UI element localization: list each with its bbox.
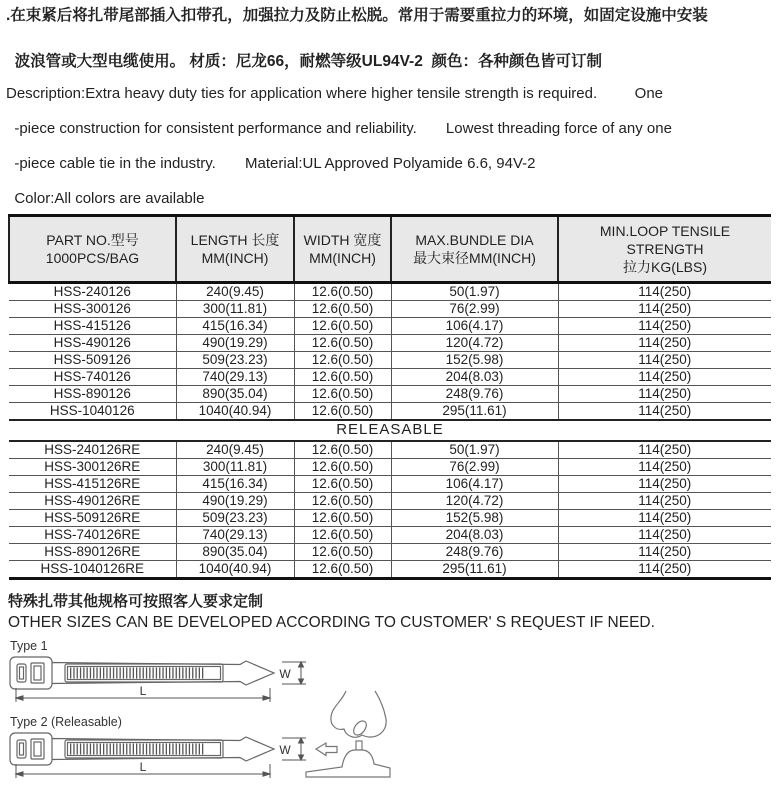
table-cell: HSS-415126RE [9, 475, 176, 492]
table-cell: 240(9.45) [176, 441, 294, 459]
table-cell: 740(29.13) [176, 526, 294, 543]
header-line: 最大束径MM(INCH) [413, 249, 536, 266]
table-cell: 50(1.97) [391, 282, 558, 300]
table-cell: HSS-415126 [9, 317, 176, 334]
table-cell: 114(250) [558, 368, 771, 385]
table-cell: 12.6(0.50) [294, 475, 391, 492]
table-cell: 1040(40.94) [176, 560, 294, 578]
table-cell: 12.6(0.50) [294, 560, 391, 578]
spec-table-releasable-body [9, 441, 771, 579]
table-cell: 509(23.23) [176, 351, 294, 368]
table-cell: 248(9.76) [391, 385, 558, 402]
spec-table-standard-body [9, 282, 771, 420]
table-cell: 114(250) [558, 441, 771, 459]
table-cell: 415(16.34) [176, 317, 294, 334]
spec-table-section-row [9, 420, 771, 441]
table-cell: 300(11.81) [176, 458, 294, 475]
table-row-standard [9, 385, 771, 402]
table-cell: 120(4.72) [391, 492, 558, 509]
table-cell: 114(250) [558, 402, 771, 420]
table-cell: 50(1.97) [391, 441, 558, 459]
table-cell: 152(5.98) [391, 351, 558, 368]
table-row-releasable [9, 458, 771, 475]
table-cell: 12.6(0.50) [294, 543, 391, 560]
table-cell: 490(19.29) [176, 334, 294, 351]
type2-cable-tie-drawing [8, 730, 308, 780]
length-dimension-label: L [139, 683, 147, 698]
description-line4: Color:All colors are available [14, 190, 205, 207]
table-row-releasable [9, 475, 771, 492]
length-dimension-label: L [139, 759, 147, 774]
spec-table [8, 214, 771, 580]
table-cell: HSS-740126 [9, 368, 176, 385]
table-cell: 890(35.04) [176, 543, 294, 560]
description-line3: -piece cable tie in the industry. Material:UL Approved Polyamide 6.6, 94V-2 [14, 155, 536, 172]
col-header-width [294, 215, 391, 282]
table-cell: 204(8.03) [391, 526, 558, 543]
type2-diagram [8, 715, 308, 780]
table-row-standard [9, 300, 771, 317]
spec-table-header [9, 215, 771, 282]
table-row-standard [9, 282, 771, 300]
table-cell: 248(9.76) [391, 543, 558, 560]
table-cell: HSS-490126RE [9, 492, 176, 509]
table-cell: 114(250) [558, 526, 771, 543]
table-cell: HSS-509126 [9, 351, 176, 368]
header-line: MIN.LOOP TENSILE [599, 222, 731, 239]
col-header-partno [9, 215, 176, 282]
table-cell: HSS-300126RE [9, 458, 176, 475]
diagrams-section [0, 637, 778, 785]
table-cell: 114(250) [558, 509, 771, 526]
table-cell: 12.6(0.50) [294, 509, 391, 526]
table-cell: HSS-240126 [9, 282, 176, 300]
table-cell: HSS-240126RE [9, 441, 176, 459]
table-cell: 204(8.03) [391, 368, 558, 385]
table-cell: 114(250) [558, 543, 771, 560]
table-cell: 114(250) [558, 492, 771, 509]
table-row-standard [9, 351, 771, 368]
table-cell: HSS-300126 [9, 300, 176, 317]
table-row-releasable [9, 492, 771, 509]
col-header-bundle-dia [391, 215, 558, 282]
table-cell: HSS-890126RE [9, 543, 176, 560]
table-cell: 106(4.17) [391, 317, 558, 334]
header-line: 拉力KG(LBS) [622, 258, 707, 275]
header-row [9, 215, 771, 282]
table-cell: 12.6(0.50) [294, 492, 391, 509]
intro-cn-line1: .在束紧后将扎带尾部插入扣带孔，加强拉力及防止松脱。常用于需要重拉力的环境，如固定设施中安装 [6, 7, 708, 24]
table-cell: 12.6(0.50) [294, 402, 391, 420]
table-cell: 12.6(0.50) [294, 334, 391, 351]
header-line: MAX.BUNDLE DIA [415, 231, 534, 248]
table-cell: 76(2.99) [391, 300, 558, 317]
header-line: LENGTH 长度 [190, 231, 280, 248]
col-header-tensile [558, 215, 771, 282]
table-cell: HSS-740126RE [9, 526, 176, 543]
table-row-standard [9, 402, 771, 420]
release-head [306, 750, 390, 777]
table-cell: 114(250) [558, 282, 771, 300]
description-text [6, 85, 778, 208]
table-cell: 509(23.23) [176, 509, 294, 526]
type1-label: Type 1 [10, 638, 48, 653]
table-cell: 300(11.81) [176, 300, 294, 317]
table-cell: 12.6(0.50) [294, 441, 391, 459]
table-cell: 295(11.61) [391, 560, 558, 578]
table-row-standard [9, 317, 771, 334]
table-cell: 12.6(0.50) [294, 300, 391, 317]
table-cell: 12.6(0.50) [294, 282, 391, 300]
release-arrow-icon [316, 743, 337, 756]
table-cell: 890(35.04) [176, 385, 294, 402]
table-row-releasable [9, 526, 771, 543]
type1-cable-tie-drawing [8, 654, 308, 704]
header-line: 1000PCS/BAG [45, 249, 140, 266]
table-cell: 740(29.13) [176, 368, 294, 385]
table-cell: 12.6(0.50) [294, 526, 391, 543]
table-cell: 152(5.98) [391, 509, 558, 526]
description-line2: -piece construction for consistent performance and reliability. Lowest threading force of any one [14, 120, 672, 137]
table-cell: 114(250) [558, 385, 771, 402]
table-cell: 12.6(0.50) [294, 458, 391, 475]
table-cell: HSS-490126 [9, 334, 176, 351]
table-cell: 114(250) [558, 317, 771, 334]
header-line: PART NO.型号 [46, 231, 139, 248]
table-cell: 114(250) [558, 458, 771, 475]
table-cell: HSS-509126RE [9, 509, 176, 526]
table-cell: 120(4.72) [391, 334, 558, 351]
intro-cn-line2: 波浪管或大型电缆使用。 材质：尼龙66，耐燃等级UL94V-2 颜色：各种颜色皆可订制 [14, 53, 602, 70]
datasheet-page [0, 4, 778, 774]
table-cell: 12.6(0.50) [294, 385, 391, 402]
table-cell: 490(19.29) [176, 492, 294, 509]
table-cell: 415(16.34) [176, 475, 294, 492]
table-cell: 12.6(0.50) [294, 317, 391, 334]
width-dimension-label: W [279, 666, 291, 681]
footer-chinese-note: 特殊扎带其他规格可按照客人要求定制 [8, 592, 264, 610]
release-hand-illustration [300, 691, 450, 781]
table-row-releasable [9, 560, 771, 578]
table-row-releasable [9, 543, 771, 560]
table-cell: 106(4.17) [391, 475, 558, 492]
release-tab [356, 741, 362, 750]
header-line: MM(INCH) [201, 249, 269, 266]
footer-english-note: OTHER SIZES CAN BE DEVELOPED ACCORDING TO CUSTOMER' S REQUEST IF NEED. [8, 613, 655, 631]
table-row-releasable [9, 509, 771, 526]
table-cell: 114(250) [558, 560, 771, 578]
table-cell: 114(250) [558, 351, 771, 368]
table-cell: 240(9.45) [176, 282, 294, 300]
width-dimension-label: W [279, 742, 291, 757]
table-row-standard [9, 334, 771, 351]
header-line: WIDTH 宽度 [303, 231, 382, 248]
table-cell: 114(250) [558, 334, 771, 351]
header-line: STRENGTH [626, 240, 704, 257]
table-row-standard [9, 368, 771, 385]
section-label: RELEASABLE [9, 420, 771, 441]
table-row-releasable [9, 441, 771, 459]
table-cell: HSS-1040126 [9, 402, 176, 420]
table-cell: 114(250) [558, 475, 771, 492]
section-row [9, 420, 771, 441]
table-cell: 12.6(0.50) [294, 351, 391, 368]
type1-diagram [8, 639, 308, 704]
table-cell: 12.6(0.50) [294, 368, 391, 385]
table-cell: 114(250) [558, 300, 771, 317]
table-cell: 1040(40.94) [176, 402, 294, 420]
description-line1: Description:Extra heavy duty ties for application where higher tensile strength is required. One [6, 85, 663, 102]
table-cell: 295(11.61) [391, 402, 558, 420]
table-cell: HSS-890126 [9, 385, 176, 402]
col-header-length [176, 215, 294, 282]
table-cell: 76(2.99) [391, 458, 558, 475]
table-cell: HSS-1040126RE [9, 560, 176, 578]
type2-label: Type 2 (Releasable) [10, 714, 122, 729]
header-line: MM(INCH) [309, 249, 376, 266]
intro-chinese-text [6, 4, 778, 73]
